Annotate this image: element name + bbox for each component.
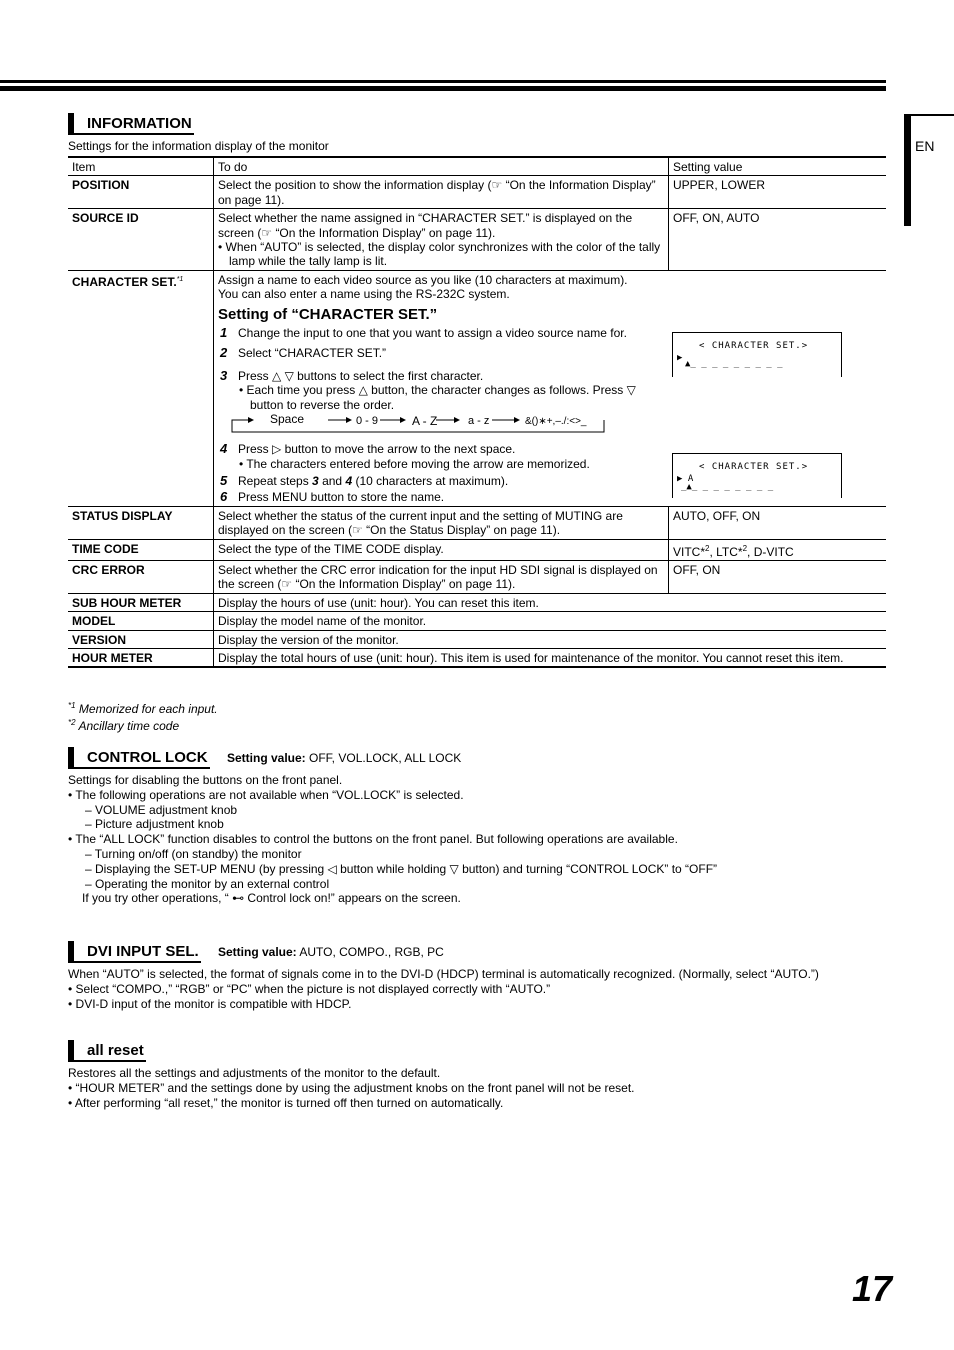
control-lock-body: Settings for disabling the buttons on the front panel. • The following operations are not available when “VOL.LOCK” is selected. – VOLUME adjustment knob – Picture adjustment knob • The “ALL LOCK” function disables to control the buttons on the front panel. But following operations are available. – Turning on/off (on standby) the monitor – Displaying the SET-UP MENU (by pressing ◁ button while holding ▽ button) and turning “CONTROL LOCK” to “OFF” – Operating the monitor by an external control If you try other operations, “ ⊷ Control lock on!” appears on the screen. (68, 773, 718, 906)
row-todo (214, 209, 669, 271)
osd-entry-line: _▲_ _ _ _ _ _ _ _ (681, 481, 774, 492)
row-value: VITC*$^2$, LTC*$^2$, D-VITC (669, 539, 887, 560)
step-5: 5 Repeat steps 3 and 4 (10 characters at maximum). (220, 472, 509, 488)
header-rule-thick (0, 86, 886, 91)
row-value: OFF, ON, AUTO (669, 209, 887, 271)
footnote-2: $^{*2}$ Ancillary time code (68, 718, 180, 734)
table-row-character-set (68, 270, 886, 506)
cycle-space: Space (270, 412, 305, 427)
header-rule-thin (0, 80, 886, 83)
table-row (68, 612, 886, 630)
character-cycle-diagram (230, 414, 616, 436)
dvi-input-heading: DVI INPUT SEL. (68, 941, 201, 963)
row-todo: Select whether the status of the current input and the setting of MUTING are displayed on the screen (☞ “On the Status Display” on page 11). (214, 506, 669, 539)
osd-cursor-arrow: ▶ (677, 352, 683, 363)
row-item-label: CHARACTER SET. (72, 274, 177, 289)
dvi-input-body: When “AUTO” is selected, the format of signals come in to the DVI-D (HDCP) terminal is automatically recognized. (Normally, select “AUTO.”) • Select “COMPO.,” “RGB” or “PC” when the picture is not displayed correctly with “AUTO.” • DVI-D input of the monitor is compatible with HDCP. (68, 967, 819, 1011)
table-row (68, 648, 886, 667)
row-item (68, 270, 214, 506)
character-set-steps (218, 326, 668, 505)
table-row (68, 539, 886, 560)
step-4: 4 Press ▷ button to move the arrow to the next space. • The characters entered before moving the arrow are memorized. (218, 442, 668, 471)
row-item: VERSION (68, 630, 214, 648)
all-reset-body: Restores all the settings and adjustments of the monitor to the default. • “HOUR METER” and the settings done by using the adjustment knobs on the front panel will not be reset. • After performing “all reset,” the monitor is turned off then turned on automatically. (68, 1066, 635, 1110)
row-value: UPPER, LOWER (669, 176, 887, 209)
row-todo: Display the hours of use (unit: hour). You can reset this item. (214, 593, 887, 611)
table-row (68, 176, 886, 209)
step-4-note: • The characters entered before moving the arrow are memorized. (239, 456, 590, 471)
row-value: OFF, ON (669, 560, 887, 593)
osd-character-set-screen-2 (672, 453, 842, 498)
row-todo-text: Select whether the name assigned in “CHARACTER SET.” is displayed on the screen (☞ “On the Information Display” on page 11). (218, 211, 633, 240)
row-todo: Display the model name of the monitor. (214, 612, 887, 630)
all-reset-heading: all reset (68, 1040, 146, 1062)
header-value: Setting value (669, 157, 887, 176)
information-heading: INFORMATION (68, 113, 194, 135)
table-row (68, 506, 886, 539)
row-item: SUB HOUR METER (68, 593, 214, 611)
table-row (68, 209, 886, 271)
language-tab (904, 114, 954, 226)
header-todo: To do (214, 157, 669, 176)
row-item: SOURCE ID (68, 209, 214, 271)
row-todo-note: • When “AUTO” is selected, the display color synchronizes with the color of the tally lamp while the tally lamp is lit. (218, 240, 661, 269)
row-value: AUTO, OFF, ON (669, 506, 887, 539)
step-3: 3 Press △ ▽ buttons to select the first character. • Each time you press △ button, the character changes as follows. Press ▽ button to reverse the order. (218, 369, 668, 412)
row-todo: Select whether the CRC error indication for the input HD SDI signal is displayed on the screen (☞ “On the Information Display” on page 11). (214, 560, 669, 593)
control-lock-setting-value: Setting value: OFF, VOL.LOCK, ALL LOCK (227, 751, 462, 765)
row-item: HOUR METER (68, 648, 214, 667)
osd-entry-line: ▲_ _ _ _ _ _ _ _ _ (685, 358, 783, 369)
table-row (68, 630, 886, 648)
character-set-setting-title: Setting of “CHARACTER SET.” (218, 305, 438, 323)
footnote-mark: *1 (176, 275, 184, 283)
language-tab-label: EN (915, 138, 935, 154)
row-item: CRC ERROR (68, 560, 214, 593)
osd-title: < CHARACTER SET.> (699, 340, 809, 351)
information-table (68, 156, 886, 668)
cycle-symbols: &()∗+,–./:<>_ (525, 416, 587, 428)
row-todo: Display the total hours of use (unit: hour). This item is used for maintenance of the monitor. You cannot reset this item. (214, 648, 887, 667)
page-number: 17 (852, 1268, 893, 1309)
row-item: MODEL (68, 612, 214, 630)
step-1: 1 Change the input to one that you want to assign a video source name for. (220, 325, 627, 341)
control-lock-heading: CONTROL LOCK (68, 747, 210, 769)
table-row (68, 593, 886, 611)
character-set-cell (214, 270, 887, 506)
dvi-input-setting-value: Setting value: AUTO, COMPO., RGB, PC (218, 945, 444, 959)
information-intro: Settings for the information display of the monitor (68, 139, 329, 153)
row-todo: Display the version of the monitor. (214, 630, 887, 648)
step-2: 2 Select “CHARACTER SET.” (220, 345, 387, 361)
cycle-digits: 0 - 9 (356, 415, 379, 428)
row-item: POSITION (68, 176, 214, 209)
osd-title: < CHARACTER SET.> (699, 461, 809, 472)
header-item: Item (68, 157, 214, 176)
cycle-uppercase: A - Z (412, 414, 438, 429)
character-set-intro-1: Assign a name to each video source as you like (10 characters at maximum). (218, 272, 628, 287)
footnote-1: $^{*1}$ Memorized for each input. (68, 701, 218, 716)
cycle-lowercase: a - z (468, 415, 490, 428)
footnotes (68, 699, 218, 734)
step-6: 6 Press MENU button to store the name. (220, 489, 445, 505)
osd-character-set-screen-1 (672, 332, 842, 377)
character-set-intro-2: You can also enter a name using the RS-232C system. (218, 287, 510, 302)
step-3-note: • Each time you press △ button, the character changes as follows. Press ▽ button to reverse the order. (239, 383, 636, 412)
row-item: TIME CODE (68, 539, 214, 560)
row-item: STATUS DISPLAY (68, 506, 214, 539)
table-header-row (68, 157, 886, 176)
osd-cursor-arrow: ▶ A (677, 473, 694, 484)
row-todo: Select the type of the TIME CODE display. (214, 539, 669, 560)
row-todo: Select the position to show the information display (☞ “On the Information Display” on page 11). (214, 176, 669, 209)
table-row (68, 560, 886, 593)
